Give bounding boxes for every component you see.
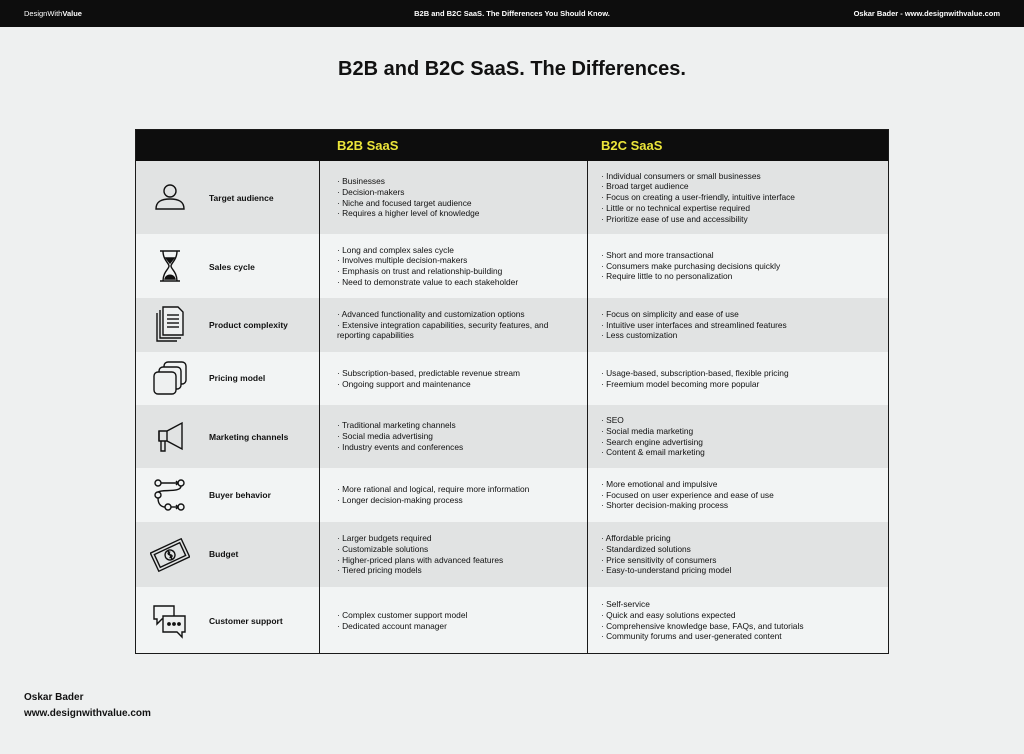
- bullet-marker: ·: [601, 378, 607, 389]
- bullet-text: Shorter decision-making process: [606, 500, 729, 511]
- top-bar: [0, 0, 1024, 27]
- bullet-item: [337, 368, 577, 379]
- bullet-text: Broad target audience: [606, 181, 689, 192]
- bullet-marker: ·: [601, 170, 607, 181]
- bullet-item: [337, 420, 577, 431]
- bullet-text: Individual consumers or small businesses: [606, 170, 761, 181]
- bullet-text: Focus on creating a user-friendly, intuitive interface: [606, 192, 795, 203]
- column-divider: [319, 161, 320, 653]
- bullet-text: Advanced functionality and customization options: [341, 308, 525, 319]
- bullet-item: [337, 208, 577, 219]
- b2b-cell: [337, 176, 577, 219]
- table-row-buyer-behavior: [136, 468, 888, 522]
- bullet-text: Affordable pricing: [605, 533, 671, 544]
- hourglass-icon: [150, 246, 190, 286]
- bullet-item: [337, 320, 577, 341]
- table-row-product-complexity: [136, 298, 888, 352]
- bullet-text: Prioritize ease of use and accessibility: [606, 213, 748, 224]
- table-header: [136, 130, 888, 161]
- bullet-item: [337, 379, 577, 390]
- bullet-item: [337, 544, 577, 555]
- bullet-text: More rational and logical, require more information: [342, 484, 530, 495]
- bullet-item: [337, 555, 577, 566]
- bullet-text: Self-service: [606, 599, 650, 610]
- bullet-item: [337, 255, 577, 266]
- bullet-text: Decision-makers: [342, 186, 405, 197]
- b2b-cell: [337, 245, 577, 288]
- bullet-item: [601, 415, 881, 426]
- bullet-text: Intuitive user interfaces and streamlined features: [606, 319, 787, 330]
- bullet-text: Focused on user experience and ease of use: [606, 489, 774, 500]
- bullet-item: [601, 330, 881, 341]
- bullet-text: Larger budgets required: [342, 533, 432, 544]
- bullet-marker: ·: [337, 484, 343, 495]
- row-label: Customer support: [209, 616, 283, 626]
- bullet-text: Traditional marketing channels: [341, 420, 456, 431]
- bullet-marker: ·: [601, 489, 607, 500]
- column-divider: [587, 161, 588, 653]
- b2c-cell: [601, 479, 881, 511]
- row-label: Marketing channels: [209, 432, 289, 442]
- bullet-item: [337, 309, 577, 320]
- table-row-marketing-channels: [136, 405, 888, 468]
- bullet-marker: ·: [601, 609, 607, 620]
- bullet-marker: ·: [601, 599, 607, 610]
- bullet-item: [601, 610, 881, 621]
- b2c-cell: [601, 599, 881, 642]
- bullet-text: Industry events and conferences: [342, 441, 464, 452]
- bullet-text: Long and complex sales cycle: [342, 244, 454, 255]
- bullet-item: [337, 245, 577, 256]
- bullet-text: Extensive integration capabilities, security features, and reporting capabilities: [337, 319, 549, 341]
- bullet-item: [337, 431, 577, 442]
- bullet-item: [601, 261, 881, 272]
- b2b-cell: [337, 484, 577, 505]
- b2c-cell: [601, 368, 881, 389]
- bullet-marker: ·: [601, 620, 607, 631]
- bullet-item: [601, 555, 881, 566]
- bullet-text: Emphasis on trust and relationship-building: [342, 266, 503, 276]
- bullet-marker: ·: [601, 565, 607, 576]
- table-row-pricing-model: [136, 352, 888, 405]
- bullet-text: Less customization: [606, 330, 678, 341]
- bullet-item: [601, 565, 881, 576]
- bullet-item: [337, 187, 577, 198]
- bullet-marker: ·: [601, 192, 607, 203]
- bullet-marker: ·: [337, 441, 343, 452]
- bullet-text: Community forums and user-generated content: [606, 631, 782, 642]
- bullet-marker: ·: [337, 266, 343, 276]
- bullet-text: Need to demonstrate value to each stakeholder: [342, 276, 519, 287]
- bullet-marker: ·: [601, 436, 607, 447]
- table-row-budget: [136, 522, 888, 587]
- bullet-text: Dedicated account manager: [342, 620, 447, 631]
- bullet-marker: ·: [601, 213, 607, 224]
- bullet-marker: ·: [337, 208, 343, 219]
- bullet-text: More emotional and impulsive: [606, 478, 718, 489]
- bullet-marker: ·: [601, 478, 607, 489]
- bullet-item: [337, 277, 577, 288]
- bullet-marker: ·: [601, 260, 607, 271]
- bullet-text: Search engine advertising: [606, 436, 703, 447]
- bullet-item: [337, 484, 577, 495]
- table-row-sales-cycle: [136, 234, 888, 298]
- bullet-text: Social media advertising: [342, 431, 433, 442]
- megaphone-icon: [150, 417, 190, 457]
- bullet-item: [601, 214, 881, 225]
- bullet-marker: ·: [601, 271, 607, 282]
- bullet-marker: ·: [601, 308, 607, 319]
- row-label: Target audience: [209, 193, 274, 203]
- bullet-marker: ·: [601, 554, 607, 565]
- footer: [24, 690, 151, 722]
- bullet-marker: ·: [601, 543, 607, 554]
- page-title: B2B and B2C SaaS. The Differences.: [338, 58, 686, 80]
- bullet-marker: ·: [337, 276, 343, 287]
- b2b-cell: [337, 368, 577, 389]
- bullet-marker: ·: [337, 367, 343, 378]
- bullet-marker: ·: [601, 500, 607, 511]
- bullet-marker: ·: [601, 415, 607, 426]
- bullet-marker: ·: [337, 186, 343, 197]
- row-label: Product complexity: [209, 320, 288, 330]
- bullet-item: [601, 426, 881, 437]
- bullet-item: [337, 266, 577, 277]
- bullet-marker: ·: [337, 319, 343, 330]
- bullet-item: [337, 442, 577, 453]
- bullet-marker: ·: [601, 533, 606, 544]
- row-label: Pricing model: [209, 373, 266, 383]
- bullet-marker: ·: [601, 330, 607, 341]
- row-label: Budget: [209, 549, 239, 559]
- b2b-cell: [337, 533, 577, 576]
- bullet-item: [601, 490, 881, 501]
- bullet-marker: ·: [601, 425, 607, 436]
- chat-bubbles-icon: [150, 601, 190, 641]
- bullet-text: Standardized solutions: [606, 543, 691, 554]
- bullet-item: [601, 368, 881, 379]
- header-author[interactable]: Oskar Bader - www.designwithvalue.com: [853, 9, 1000, 18]
- bullet-marker: ·: [337, 244, 343, 255]
- bullet-item: [601, 309, 881, 320]
- bullet-text: Quick and easy solutions expected: [606, 609, 736, 620]
- bullet-text: Freemium model becoming more popular: [606, 378, 760, 389]
- bullet-marker: ·: [601, 631, 607, 642]
- bullet-text: SEO: [606, 415, 624, 426]
- footer-url[interactable]: www.designwithvalue.com: [24, 708, 151, 719]
- bullet-marker: ·: [337, 176, 343, 187]
- bullet-text: Comprehensive knowledge base, FAQs, and tutorials: [606, 620, 804, 631]
- b2b-cell: [337, 420, 577, 452]
- b2c-cell: [601, 250, 881, 282]
- bullet-item: [601, 320, 881, 331]
- bullet-marker: ·: [601, 319, 607, 330]
- bullet-text: Longer decision-making process: [342, 495, 463, 505]
- bullet-marker: ·: [601, 447, 607, 458]
- comparison-table: [135, 129, 889, 654]
- bullet-text: Price sensitivity of consumers: [606, 554, 717, 565]
- b2c-cell: [601, 533, 881, 576]
- bullet-text: Consumers make purchasing decisions quickly: [606, 260, 781, 271]
- banknote-icon: [150, 535, 190, 575]
- footer-name: Oskar Bader: [24, 692, 84, 703]
- b2c-cell: [601, 415, 881, 458]
- bullet-text: Ongoing support and maintenance: [342, 378, 471, 389]
- bullet-text: Social media marketing: [606, 425, 694, 436]
- bullet-marker: ·: [337, 255, 343, 266]
- bullet-item: [601, 500, 881, 511]
- bullet-marker: ·: [337, 533, 343, 544]
- bullet-text: Businesses: [342, 176, 385, 187]
- bullet-text: Easy-to-understand pricing model: [606, 565, 732, 576]
- table-row-target-audience: [136, 161, 888, 234]
- b2c-cell: [601, 171, 881, 225]
- bullet-marker: ·: [337, 565, 342, 576]
- b2c-cell: [601, 309, 881, 341]
- bullet-marker: ·: [337, 378, 343, 389]
- documents-icon: [150, 305, 190, 345]
- bullet-marker: ·: [337, 420, 342, 431]
- bullet-marker: ·: [601, 249, 607, 260]
- bullet-text: Focus on simplicity and ease of use: [606, 308, 739, 319]
- bullet-item: [601, 437, 881, 448]
- bullet-marker: ·: [601, 202, 607, 213]
- person-icon: [150, 178, 190, 218]
- bullet-marker: ·: [337, 495, 343, 505]
- bullet-text: Niche and focused target audience: [342, 197, 472, 208]
- bullet-text: Tiered pricing models: [341, 565, 422, 576]
- bullet-item: [601, 544, 881, 555]
- bullet-item: [601, 447, 881, 458]
- brand-text-bold: Value: [62, 9, 82, 18]
- brand-text: DesignWith: [24, 9, 63, 18]
- bullet-text: Higher-priced plans with advanced features: [342, 554, 504, 565]
- bullet-item: [337, 610, 577, 621]
- bullet-text: Subscription-based, predictable revenue stream: [342, 367, 520, 378]
- bullet-marker: ·: [601, 367, 607, 378]
- flow-path-icon: [150, 475, 190, 515]
- bullet-text: Content & email marketing: [606, 447, 705, 458]
- bullet-marker: ·: [337, 197, 343, 208]
- bullet-text: Requires a higher level of knowledge: [342, 208, 480, 219]
- bullet-item: [337, 495, 577, 506]
- bullet-text: Short and more transactional: [606, 249, 714, 260]
- bullet-text: Involves multiple decision-makers: [342, 255, 468, 266]
- bullet-item: [337, 176, 577, 187]
- b2b-cell: [337, 610, 577, 631]
- bullet-item: [337, 565, 577, 576]
- bullet-item: [337, 198, 577, 209]
- row-label: Buyer behavior: [209, 490, 271, 500]
- bullet-marker: ·: [337, 543, 343, 554]
- bullet-item: [601, 479, 881, 490]
- column-header-b2b: B2B SaaS: [337, 138, 399, 153]
- bullet-marker: ·: [337, 554, 343, 565]
- bullet-item: [337, 621, 577, 632]
- b2b-cell: [337, 309, 577, 341]
- bullet-item: [601, 621, 881, 632]
- bullet-item: [601, 250, 881, 261]
- row-label: Sales cycle: [209, 262, 255, 272]
- bullet-item: [601, 379, 881, 390]
- bullet-item: [601, 181, 881, 192]
- bullet-item: [601, 171, 881, 182]
- header-title: B2B and B2C SaaS. The Differences You Should Know.: [414, 9, 610, 18]
- bullet-marker: ·: [337, 431, 343, 442]
- bullet-item: [601, 533, 881, 544]
- table-row-customer-support: [136, 587, 888, 654]
- bullet-marker: ·: [337, 308, 342, 319]
- bullet-marker: ·: [601, 181, 607, 192]
- bullet-item: [601, 631, 881, 642]
- bullet-item: [337, 533, 577, 544]
- bullet-text: Little or no technical expertise required: [606, 202, 750, 213]
- bullet-item: [601, 271, 881, 282]
- bullet-item: [601, 599, 881, 610]
- bullet-text: Customizable solutions: [342, 543, 429, 554]
- bullet-text: Usage-based, subscription-based, flexible pricing: [606, 367, 789, 378]
- bullet-text: Require little to no personalization: [606, 271, 733, 282]
- stacked-cards-icon: [150, 359, 190, 399]
- bullet-marker: ·: [337, 609, 343, 620]
- bullet-item: [601, 203, 881, 214]
- bullet-marker: ·: [337, 620, 343, 631]
- bullet-item: [601, 192, 881, 203]
- column-header-b2c: B2C SaaS: [601, 138, 663, 153]
- bullet-text: Complex customer support model: [342, 609, 468, 620]
